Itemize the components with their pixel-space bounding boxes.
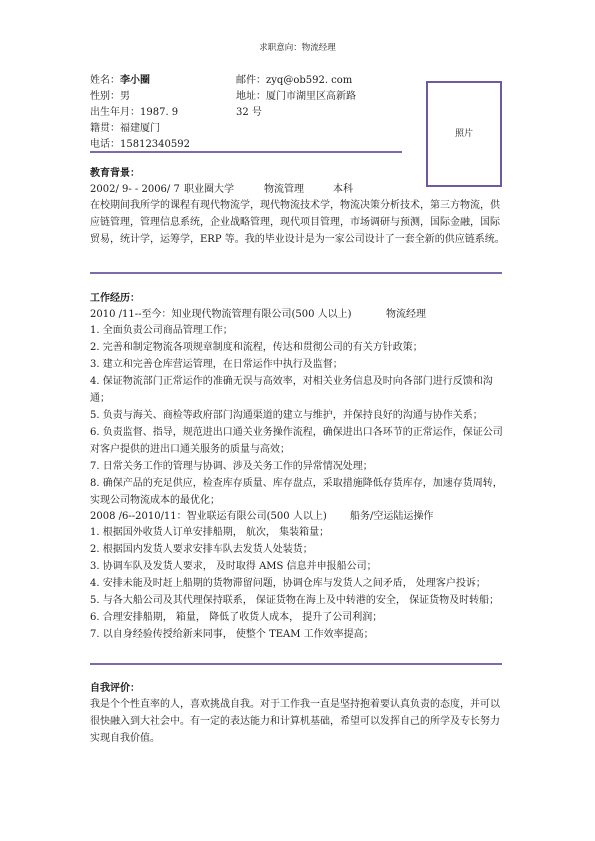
education-major: 物流管理 <box>264 184 304 195</box>
list-item: 5. 与各大船公司及其代理保持联系， 保证货物在海上及中转港的安全， 保证货物及时转船； <box>90 595 500 606</box>
native-place: 籍贯：福建厦门 <box>90 123 160 134</box>
list-item: 4. 保证物流部门正常运作的准确无误与高效率，对相关业务信息及时向各部门进行反馈和沟通； <box>90 376 493 404</box>
education-description: 在校期间我所学的课程有现代物流学，现代物流技术学，物流决策分析技术，第三方物流，供应链管理，管理信息系统，企业战略管理，现代项目管理，市场调研与预测，国际金融，国际贸易，统计学，运筹学，ERP 等。我的毕业设计是为一家公司设计了一套全新的供应链系统。 <box>90 200 505 245</box>
email: 邮件：zyq@ob592. com <box>236 75 353 86</box>
photo-label: 照片 <box>454 128 473 139</box>
job2-duties <box>90 524 505 643</box>
name-label: 姓名： <box>90 75 120 86</box>
work-heading: 工作经历： <box>90 293 140 304</box>
list-item: 7. 以自身经验传授给新来同事， 使整个 TEAM 工作效率提高； <box>90 629 374 640</box>
divider-work <box>90 663 502 665</box>
job-objective: 求职意向：物流经理 <box>259 43 336 53</box>
self-eval-heading: 自我评价： <box>90 683 140 694</box>
name-value: 李小圈 <box>120 75 150 86</box>
phone: 电话：15812340592 <box>90 139 190 150</box>
list-item: 8. 确保产品的充足供应，检查库存质量、库存盘点，采取措施降低存货库存，加速存货周转，实现公司物流成本的最优化； <box>90 478 503 506</box>
list-item: 2. 完善和制定物流各项规章制度和流程，传达和贯彻公司的有关方针政策； <box>90 342 423 353</box>
job1-duties <box>90 322 505 509</box>
divider-education <box>90 272 502 274</box>
list-item: 1. 根据国外收货人订单安排船期， 航次， 集装箱量； <box>90 527 330 538</box>
address-line2: 32 号 <box>236 107 262 118</box>
job2-title: 船务/空运陆运操作 <box>350 511 434 522</box>
photo-placeholder <box>426 81 502 187</box>
list-item: 5. 负责与海关、商检等政府部门沟通渠道的建立与维护，并保持良好的沟通与协作关系； <box>90 410 483 421</box>
education-heading: 教育背景： <box>90 168 140 179</box>
education-school: 职业圈大学 <box>184 184 234 195</box>
list-item: 6. 负责监督、指导，规范进出口通关业务操作流程，确保进出口各环节的正常运作，保证公司对客户提供的进出口通关服务的质量与高效； <box>90 427 503 455</box>
name-row <box>90 72 150 89</box>
education-degree: 本科 <box>333 184 353 195</box>
list-item: 3. 协调车队及发货人要求， 及时取得 AMS 信息并申报船公司； <box>90 561 377 572</box>
gender: 性别：男 <box>90 91 130 102</box>
list-item: 3. 建立和完善仓库营运管理，在日常运作中执行及监督； <box>90 359 343 370</box>
job1-period: 2010 /11--至今：知业现代物流管理有限公司(500 人以上) <box>90 309 352 320</box>
divider-personal <box>90 151 402 153</box>
list-item: 1. 全面负责公司商品管理工作； <box>90 325 233 336</box>
job1-title: 物流经理 <box>386 309 426 320</box>
address-line1: 地址：厦门市湖里区高新路 <box>236 91 356 102</box>
birth-date: 出生年月：1987. 9 <box>90 107 179 118</box>
list-item: 6. 合理安排船期， 箱量， 降低了收货人成本， 提升了公司利润； <box>90 612 383 623</box>
list-item: 2. 根据国内发货人要求安排车队去发货人处装货； <box>90 544 313 555</box>
job2-period: 2008 /6--2010/11：智业联运有限公司(500 人以上) <box>90 511 327 522</box>
self-eval-text: 我是个个性直率的人，喜欢挑战自我。对于工作我一直是坚持抱着要认真负责的态度，并可以很快融入到大社会中。有一定的表达能力和计算机基础，希望可以发挥自己的所学及专长努力实现自我价值。 <box>90 699 500 744</box>
list-item: 7. 日常关务工作的管理与协调、涉及关务工作的异常情况处理； <box>90 461 373 472</box>
list-item: 4. 安排未能及时赶上船期的货物滞留问题，协调仓库与发货人之间矛盾， 处理客户投诉； <box>90 578 486 589</box>
education-period: 2002/ 9- - 2006/ 7 <box>90 184 180 195</box>
